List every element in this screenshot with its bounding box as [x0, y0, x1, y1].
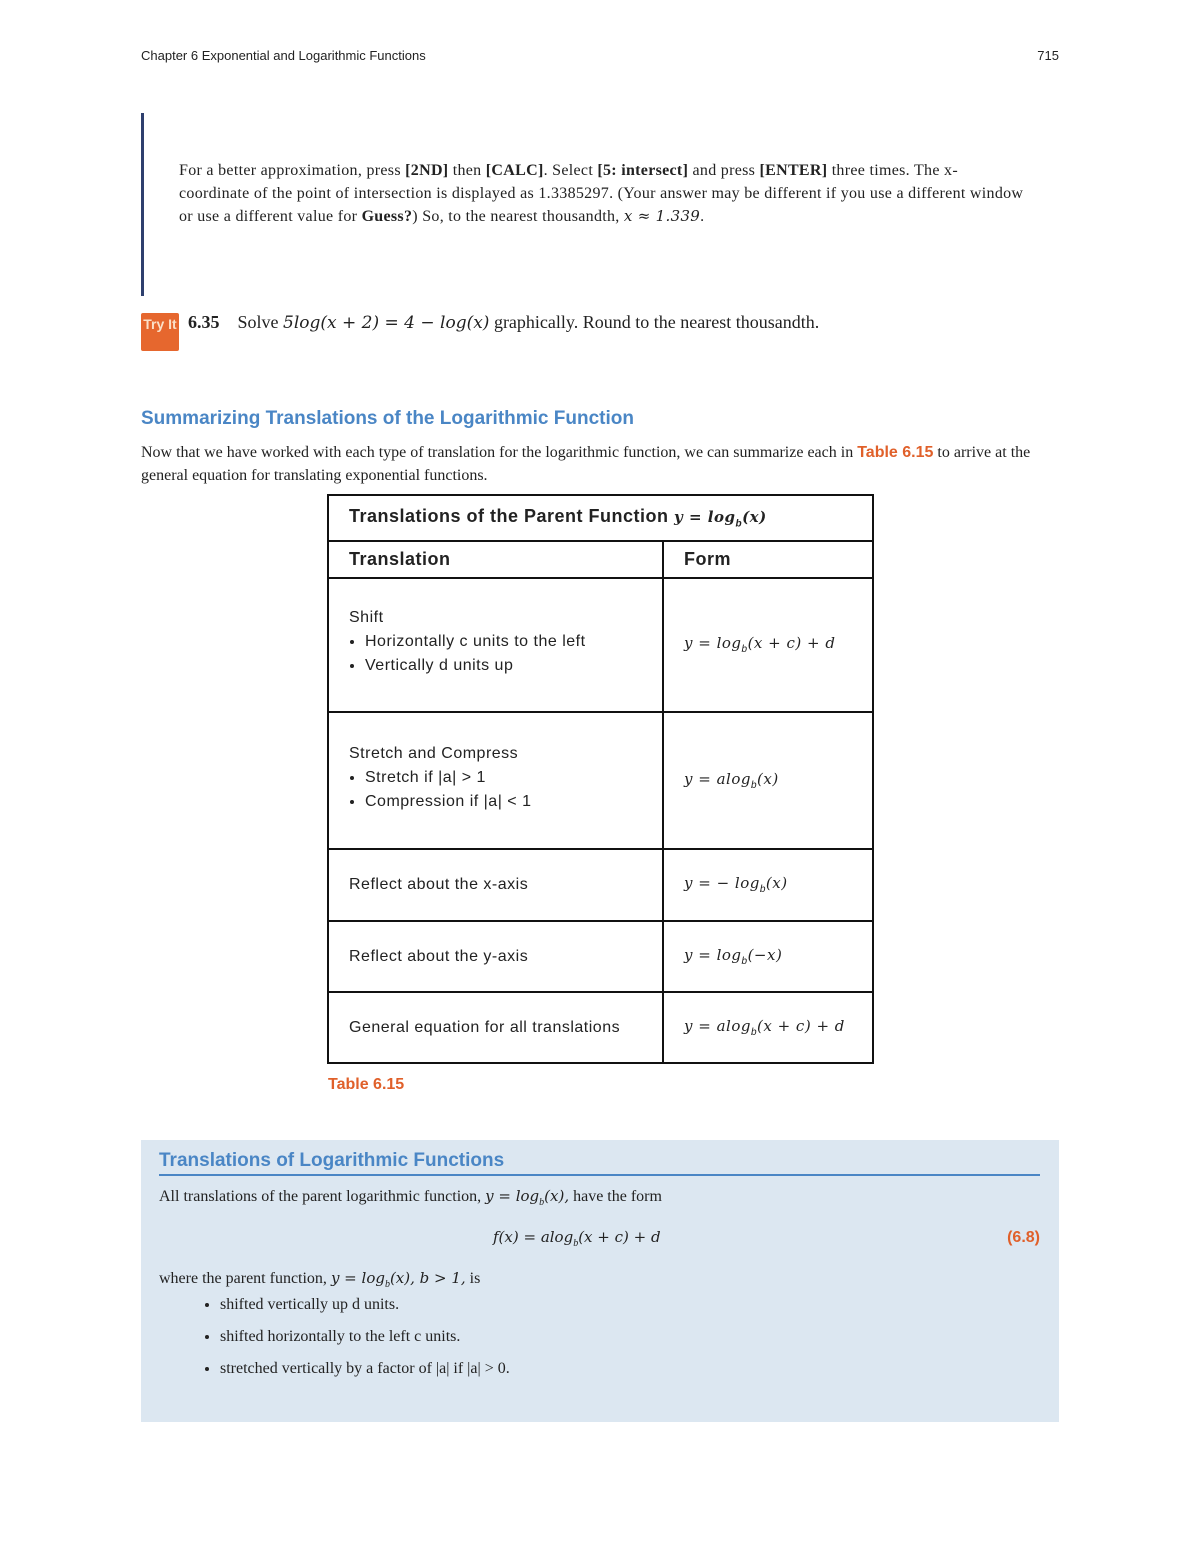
list-item: • stretched vertically by a factor of |a| if |a| > 0.: [220, 1360, 510, 1378]
section-heading: Summarizing Translations of the Logarithmic Function: [141, 408, 634, 429]
translations-table: [327, 494, 874, 1064]
chapter-header: Chapter 6 Exponential and Logarithmic Functions: [141, 48, 426, 63]
table-link[interactable]: Table 6.15: [857, 444, 934, 461]
try-it-icon: Try It: [141, 313, 179, 351]
table-row: Shift • Horizontally c units to the left • Vertically d units up $y = \log_b(x + c) + d$: [328, 578, 873, 712]
list-item: • shifted vertically up d units.: [220, 1296, 510, 1314]
example-bar: [141, 113, 144, 296]
col-header-form: Form: [663, 541, 873, 578]
box-line-1: All translations of the parent logarithmic function, $y = \log_b(x)$, have the form: [159, 1187, 662, 1209]
list-item: • shifted horizontally to the left c units.: [220, 1328, 510, 1346]
table-row: Stretch and Compress • Stretch if |a| > 1 • Compression if |a| < 1 y = alog$_b$(x): [328, 712, 873, 849]
equation-number: (6.8): [1007, 1229, 1040, 1246]
table-row: General equation for all translations y = alog$_b$(x + c) + d: [328, 992, 873, 1063]
example-text: For a better approximation, press [2ND] then [CALC]. Select [5: intersect] and press [ENTER] three times. The x-coordinate of the point of intersection is displayed as 1.3385297. (Your answer may be different if you use a different window or use a different value for Guess?) So, to the nearest thousandth, x ≈ 1.339.: [179, 162, 1024, 225]
page-number: 715: [1037, 48, 1059, 63]
try-it-problem: 6.35 Solve 5log(x + 2) = 4 − log(x) graphically. Round to the nearest thousandth.: [188, 312, 820, 333]
table-caption: Table 6.15: [328, 1076, 405, 1093]
box-bullets: [180, 1296, 510, 1392]
table-row: Reflect about the x-axis y = − $\log_b(x)$: [328, 849, 873, 921]
col-header-translation: Translation: [328, 541, 663, 578]
box-title: Translations of Logarithmic Functions: [159, 1150, 1040, 1176]
section-intro: Now that we have worked with each type of translation for the logarithmic function, we can summarize each in Table 6.15 to arrive at the general equation for translating exponential functions.: [141, 444, 1031, 484]
table-title: Translations of the Parent Function $y = \log_b(x)$: [328, 495, 873, 541]
box-line-2: where the parent function, $y = \log_b(x)$, b > 1, is: [159, 1269, 481, 1291]
box-equation: f(x) = alog$_b$(x + c) + d: [493, 1228, 661, 1250]
table-row: Reflect about the y-axis $y = \log_b(-x)$: [328, 921, 873, 992]
